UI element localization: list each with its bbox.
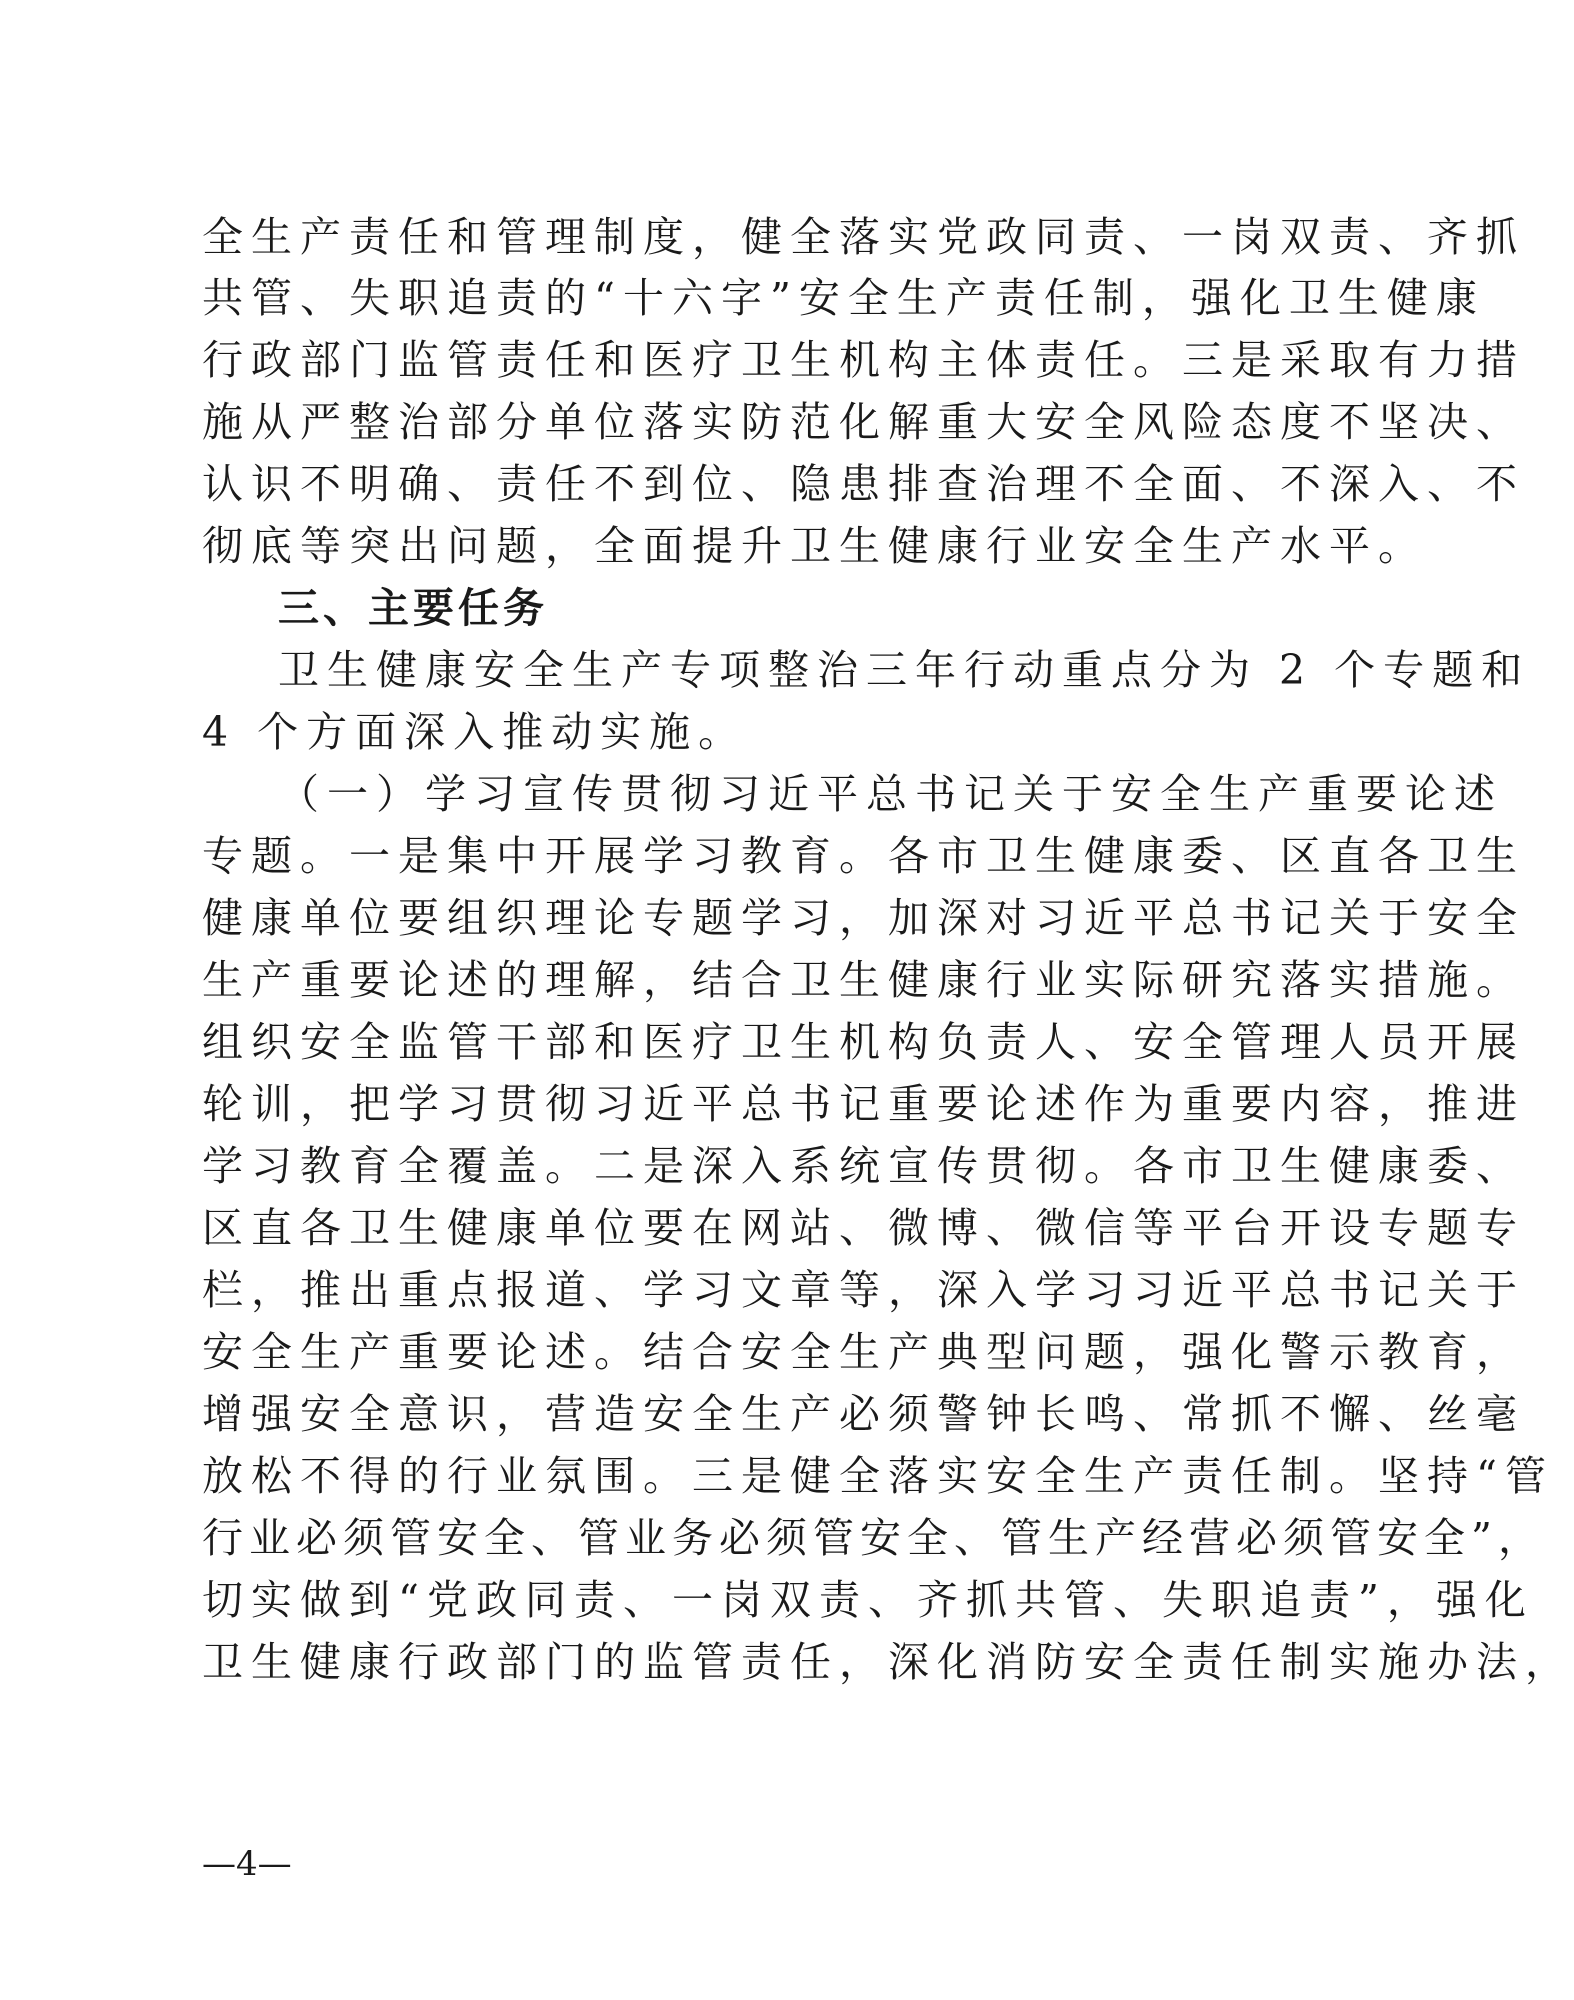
text-line-17: 区直各卫生健康单位要在网站、微博、微信等平台开设专题专 <box>202 1204 1525 1252</box>
text-line-19: 安全生产重要论述。结合安全生产典型问题，强化警示教育， <box>202 1328 1525 1376</box>
text-line-16: 学习教育全覆盖。二是深入系统宣传贯彻。各市卫生健康委、 <box>202 1142 1525 1190</box>
text-line-20: 增强安全意识，营造安全生产必须警钟长鸣、常抓不懈、丝毫 <box>202 1390 1525 1438</box>
text-line-14: 组织安全监管干部和医疗卫生机构负责人、安全管理人员开展 <box>202 1018 1525 1066</box>
text-line-23: 切实做到“党政同责、一岗双责、齐抓共管、失职追责”，强化 <box>202 1576 1534 1624</box>
text-line-21: 放松不得的行业氛围。三是健全落实安全生产责任制。坚持“管 <box>202 1452 1554 1500</box>
text-line-15: 轮训，把学习贯彻习近平总书记重要论述作为重要内容，推进 <box>202 1080 1525 1128</box>
text-line-22: 行业必须管安全、管业务必须管安全、管生产经营必须管安全”， <box>202 1514 1545 1562</box>
text-line-5: 认识不明确、责任不到位、隐患排查治理不全面、不深入、不 <box>202 460 1525 508</box>
text-line-12: 健康单位要组织理论专题学习，加深对习近平总书记关于安全 <box>202 894 1525 942</box>
text-line-8: 卫生健康安全生产专项整治三年行动重点分为 2 个专题和 <box>278 646 1531 694</box>
text-line-2: 共管、失职追责的“十六字”安全生产责任制，强化卫生健康 <box>202 274 1485 322</box>
text-line-3: 行政部门监管责任和医疗卫生机构主体责任。三是采取有力措 <box>202 336 1525 384</box>
section-heading-main-tasks: 三、主要任务 <box>278 584 548 632</box>
text-line-24: 卫生健康行政部门的监管责任，深化消防安全责任制实施办法， <box>202 1638 1574 1686</box>
subsection-heading-1: （一）学习宣传贯彻习近平总书记关于安全生产重要论述 <box>278 770 1503 818</box>
text-line-6: 彻底等突出问题，全面提升卫生健康行业安全生产水平。 <box>202 522 1427 570</box>
text-line-11: 专题。一是集中开展学习教育。各市卫生健康委、区直各卫生 <box>202 832 1525 880</box>
text-line-1: 全生产责任和管理制度，健全落实党政同责、一岗双责、齐抓 <box>202 213 1525 261</box>
text-line-4: 施从严整治部分单位落实防范化解重大安全风险态度不坚决、 <box>202 398 1525 446</box>
text-line-9: 4 个方面深入推动实施。 <box>202 708 748 756</box>
text-line-18: 栏，推出重点报道、学习文章等，深入学习习近平总书记关于 <box>202 1266 1525 1314</box>
text-line-13: 生产重要论述的理解，结合卫生健康行业实际研究落实措施。 <box>202 956 1525 1004</box>
page-number: —4— <box>202 1844 292 1884</box>
